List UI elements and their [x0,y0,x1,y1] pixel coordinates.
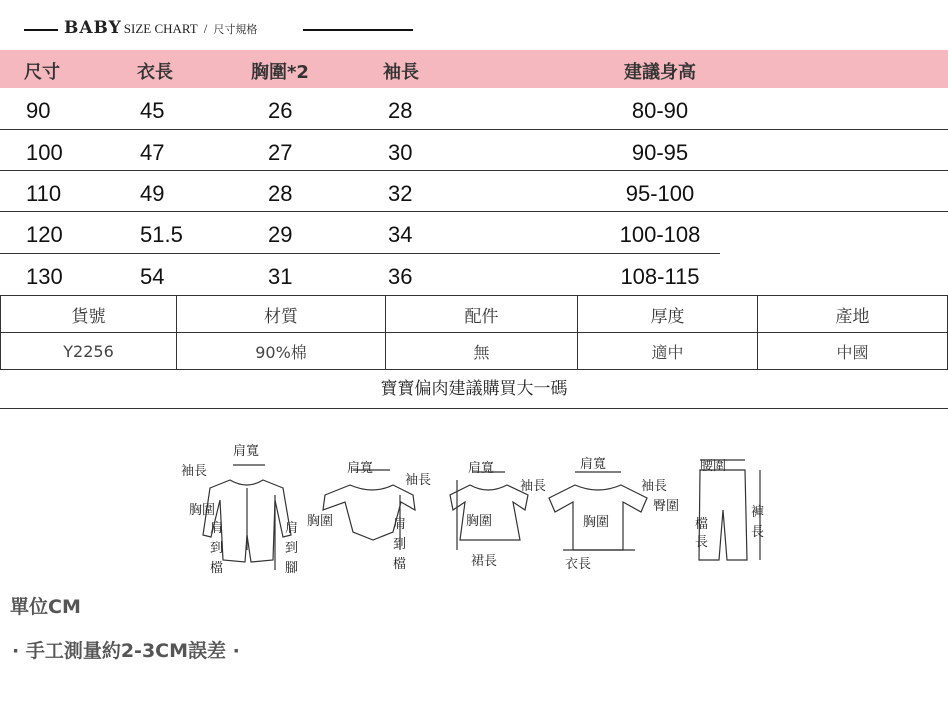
label-char: 肩 [285,521,299,536]
label-char: 肩 [393,517,407,532]
label-sleeve-length: 袖長 [520,479,547,494]
label-waist: 腰圍 [700,459,727,474]
cell-length: 47 [140,140,165,165]
cell-chest: 29 [268,222,293,247]
cell-height: 80-90 [631,98,689,123]
table-row [0,171,948,213]
info-value-material: 90%棉 [177,333,386,370]
unit-label: 單位CM [10,596,81,618]
info-value-item-no: Y2256 [1,333,177,370]
label-char: 到 [285,541,299,556]
label-chest: 胸圍 [189,503,216,518]
label-chest: 胸圍 [583,515,610,530]
label-shoulder-width: 肩寬 [468,461,495,476]
cell-height: 100-108 [619,222,701,247]
label-body-length: 衣長 [565,557,592,572]
cell-length: 49 [140,181,165,206]
cell-height: 90-95 [631,140,689,165]
label-char: 到 [393,537,407,552]
label-sleeve-length: 袖長 [641,479,668,494]
cell-sleeve: 28 [388,98,413,123]
header-rule-left [24,29,58,31]
cell-chest: 31 [268,264,293,289]
label-char: 檔 [393,557,407,572]
table-row [0,130,948,172]
label-skirt-length: 裙長 [471,554,498,569]
label-chest: 胸圍 [307,514,334,529]
info-value-accessory: 無 [386,333,578,370]
cell-length: 54 [140,264,165,289]
label-sleeve-length: 袖長 [181,464,208,479]
label-char: 肩 [210,521,224,536]
label-char: 腳 [285,561,299,576]
title-baby: BABY [64,18,122,38]
label-chest: 胸圍 [466,514,493,529]
col-header-chest: 胸圍*2 [251,62,309,83]
cell-chest: 28 [268,181,293,206]
label-char: 到 [210,541,224,556]
header-rule-right [303,29,413,31]
cell-sleeve: 32 [388,181,413,206]
label-char: 檔 [210,561,224,576]
cell-length: 51.5 [140,222,183,247]
label-sleeve-length: 袖長 [405,473,432,488]
info-header-origin: 產地 [758,296,948,333]
cell-size: 100 [26,140,63,165]
cell-chest: 26 [268,98,293,123]
label-char: 長 [695,535,709,550]
label-shoulder-width: 肩寬 [347,461,374,476]
label-hip: 臀圍 [653,499,680,514]
cell-sleeve: 34 [388,222,413,247]
product-info-table [0,295,948,370]
info-header-material: 材質 [177,296,386,333]
size-advice-note: 寶寶偏肉建議購買大一碼 [0,371,948,409]
table-row [0,212,948,254]
col-header-length: 衣長 [137,62,173,83]
info-value-row [1,333,948,370]
cell-chest: 27 [268,140,293,165]
table-row [0,88,948,130]
label-char: 檔 [695,517,709,532]
cell-sleeve: 36 [388,264,413,289]
title-size-chart: SIZE CHART [123,21,198,36]
cell-size: 120 [26,222,63,247]
table-row [0,254,948,296]
info-header-row [1,296,948,333]
chart-title [64,18,257,38]
measurement-diagrams [175,440,775,585]
title-zh: 尺寸規格 [213,23,258,36]
chart-header [0,10,948,50]
cell-length: 45 [140,98,165,123]
label-shoulder-width: 肩寬 [233,444,260,459]
info-value-origin: 中國 [758,333,948,370]
cell-size: 110 [26,181,62,206]
label-char: 長 [751,525,765,540]
label-char: 褲 [751,505,765,520]
title-separator: / [203,21,208,36]
info-header-accessory: 配件 [386,296,578,333]
label-shoulder-width: 肩寬 [580,457,607,472]
col-header-size: 尺寸 [24,62,60,83]
col-header-sleeve: 袖長 [383,62,419,83]
info-value-thickness: 適中 [578,333,758,370]
measurement-error-note: · 手工測量約2-3CM誤差 · [12,640,240,662]
info-header-item-no: 貨號 [1,296,177,333]
cell-size: 130 [26,264,63,289]
cell-height: 95-100 [625,181,695,206]
info-header-thickness: 厚度 [578,296,758,333]
cell-size: 90 [26,98,51,123]
cell-sleeve: 30 [388,140,413,165]
col-header-height: 建議身高 [624,62,696,83]
cell-height: 108-115 [620,264,700,289]
